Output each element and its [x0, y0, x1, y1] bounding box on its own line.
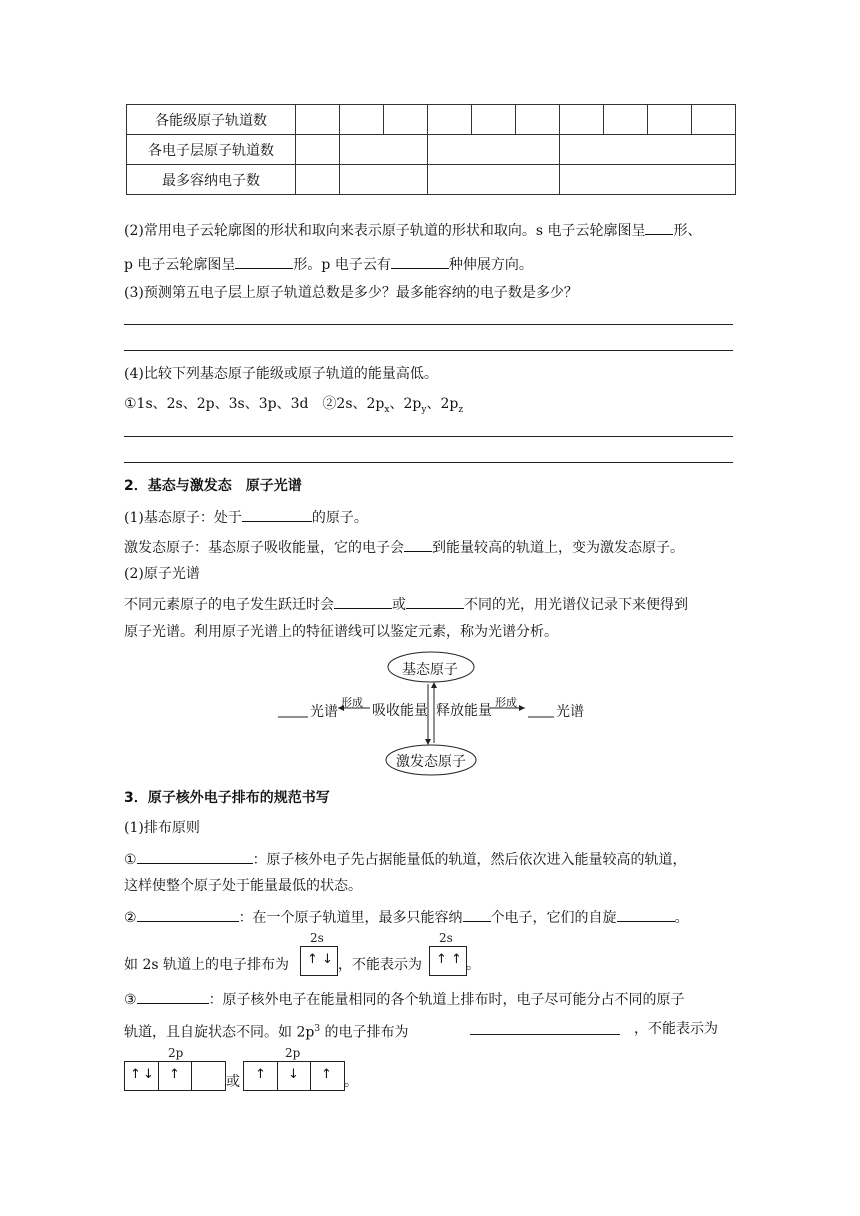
- arrow-down-icon: ↓: [288, 1067, 299, 1082]
- rule-3-cont: 轨道，且自旋状态不同。如 $2p^3$ 的电子排布为: [124, 1024, 409, 1041]
- release-label: 释放能量: [436, 703, 492, 719]
- table-row: [127, 165, 736, 195]
- arrow-up-icon: ↑: [307, 952, 318, 967]
- orbital-label-2p: 2p: [285, 1046, 301, 1060]
- answer-blank[interactable]: [137, 988, 209, 1004]
- arrow-down-icon: ↓: [143, 1067, 154, 1082]
- arrow-up-icon: ↑: [255, 1067, 266, 1082]
- orbital-box-2p-wrong-1: [124, 1061, 226, 1091]
- answer-blank[interactable]: [137, 848, 253, 864]
- answer-blank[interactable]: [404, 536, 432, 552]
- answer-line[interactable]: [124, 436, 733, 437]
- s2-p2: 激发态原子：基态原子吸收能量，它的电子会 到能量较高的轨道上，变为激发态原子。: [124, 536, 684, 558]
- orbital-label-2p: 2p: [168, 1046, 184, 1060]
- excited-state-label: 激发态原子: [396, 754, 466, 770]
- section-3-heading: 3．原子核外电子排布的规范书写: [124, 790, 330, 806]
- s2-p1: (1)基态原子：处于 的原子。: [124, 506, 368, 528]
- orbital-box-2s-wrong: [429, 946, 467, 976]
- table-row: [127, 135, 736, 165]
- q2-line1: (2)常用电子云轮廓图的形状和取向来表示原子轨道的形状和取向。s 电子云轮廓图呈 形、: [124, 219, 701, 241]
- q3-text: (3)预测第五电子层上原子轨道总数是多少？最多能容纳的电子数是多少？: [124, 285, 578, 301]
- s3-p1: (1)排布原则: [124, 820, 200, 836]
- answer-blank[interactable]: [137, 906, 239, 922]
- row-label: 各电子层原子轨道数: [127, 135, 296, 165]
- arrow-up-icon: ↑: [321, 1067, 332, 1082]
- rule-2-example: 如 2s 轨道上的电子排布为: [124, 957, 289, 973]
- answer-blank[interactable]: [235, 253, 293, 269]
- answer-line[interactable]: [124, 462, 733, 463]
- s2-p5: 原子光谱。利用原子光谱上的特征谱线可以鉴定元素，称为光谱分析。: [124, 624, 558, 640]
- answer-blank[interactable]: [391, 253, 449, 269]
- q4-title: (4)比较下列基态原子能级或原子轨道的能量高低。: [124, 366, 438, 382]
- spectrum-left-label: 光谱: [310, 704, 338, 720]
- absorb-label: 吸收能量: [372, 703, 428, 719]
- spectrum-right-label: 光谱: [556, 704, 584, 720]
- arrow-up-icon: ↑: [451, 952, 462, 967]
- s2-p4: 不同元素原子的电子发生跃迁时会 或 不同的光，用光谱仪记录下来便得到: [124, 593, 688, 615]
- answer-blank[interactable]: [470, 1034, 620, 1035]
- section-2-heading: 2．基态与激发态 原子光谱: [124, 478, 302, 494]
- row-label: 各能级原子轨道数: [127, 105, 296, 135]
- answer-blank[interactable]: [242, 506, 312, 522]
- orbital-box-2p-wrong-2: [243, 1061, 345, 1091]
- row-label: 最多容纳电子数: [127, 165, 296, 195]
- rule-1: ① ：原子核外电子先占据能量低的轨道，然后依次进入能量较高的轨道，: [124, 848, 687, 870]
- answer-blank[interactable]: [645, 219, 673, 235]
- rule-1-cont: 这样使整个原子处于能量最低的状态。: [124, 878, 362, 894]
- orbital-label-2s: 2s: [439, 931, 453, 945]
- q2-line2: p 电子云轮廓图呈 形。p 电子云有 种伸展方向。: [124, 253, 533, 275]
- answer-line[interactable]: [124, 350, 733, 351]
- ground-state-label: 基态原子: [402, 662, 458, 678]
- arrow-down-icon: ↓: [322, 952, 333, 967]
- table-row: [127, 105, 736, 135]
- orbital-label-2s: 2s: [310, 931, 324, 945]
- arrow-up-icon: ↑: [169, 1067, 180, 1082]
- rule-2: ② ：在一个原子轨道里，最多只能容纳 个电子，它们的自旋 。: [124, 906, 689, 928]
- orbital-table: [126, 104, 736, 195]
- answer-line[interactable]: [124, 324, 733, 325]
- arrow-up-icon: ↑: [130, 1067, 141, 1082]
- answer-blank[interactable]: [406, 593, 464, 609]
- q4-items: ①1s、2s、2p、3s、3p、3d ②2s、$2p_x$、$2p_y$、$2p_z$: [124, 396, 464, 415]
- s2-p3: (2)原子光谱: [124, 566, 200, 582]
- answer-blank[interactable]: [463, 906, 491, 922]
- rule-3: ③ ：原子核外电子在能量相同的各个轨道上排布时，电子尽可能分占不同的原子: [124, 988, 685, 1010]
- arrow-up-icon: ↑: [436, 952, 447, 967]
- answer-blank[interactable]: [334, 593, 392, 609]
- answer-blank[interactable]: [617, 906, 675, 922]
- form-right-label: 形成: [495, 696, 517, 709]
- orbital-box-2s-correct: [300, 946, 338, 976]
- form-left-label: 形成: [341, 696, 363, 709]
